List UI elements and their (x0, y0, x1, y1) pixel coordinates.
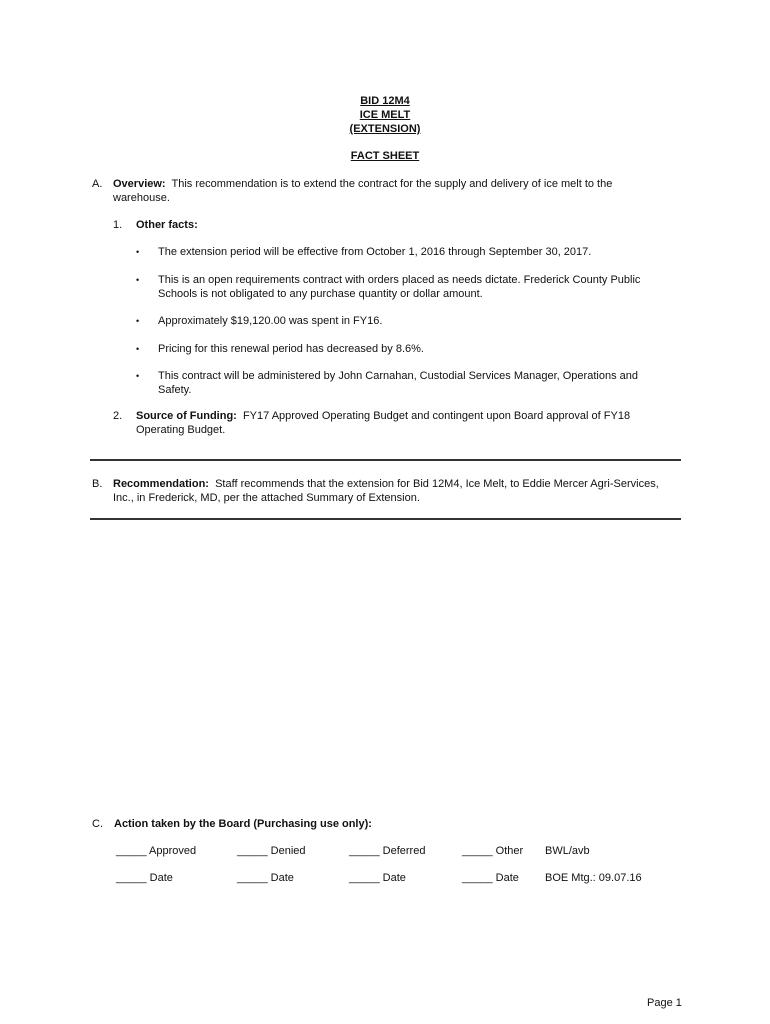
overview-paragraph (113, 177, 673, 191)
deferred-date-field[interactable]: _____ Date (349, 872, 406, 884)
other-field[interactable]: _____ Other (462, 845, 524, 857)
other-facts-label: Other facts: (136, 219, 198, 231)
funding-text-2: Operating Budget. (136, 424, 226, 436)
funding-paragraph (136, 409, 676, 423)
recommendation-paragraph (113, 477, 683, 491)
fact-2-line-2: Schools is not obligated to any purchase quantity or dollar amount. (158, 288, 483, 300)
deferred-field[interactable]: _____ Deferred (349, 845, 426, 857)
bullet-icon: • (136, 275, 140, 285)
document-type: (EXTENSION) (349, 123, 421, 135)
overview-text-2: warehouse. (113, 192, 170, 204)
recommendation-text-1: Staff recommends that the extension for Bid 12M4, Ice Melt, to Eddie Mercer Agri-Services, (215, 478, 659, 490)
section-a-letter: A. (92, 178, 103, 190)
initials-text: BWL/avb (545, 845, 590, 857)
fact-4: Pricing for this renewal period has decreased by 8.6%. (158, 343, 424, 355)
recommendation-text-2: Inc., in Frederick, MD, per the attached Summary of Extension. (113, 492, 420, 504)
fact-1: The extension period will be effective from October 1, 2016 through September 30, 2017. (158, 246, 592, 258)
funding-number: 2. (113, 410, 123, 422)
section-c-letter: C. (92, 818, 103, 830)
bid-number: BID 12M4 (360, 95, 410, 107)
action-heading: Action taken by the Board (Purchasing use only): (114, 818, 372, 830)
funding-label: Source of Funding: (136, 410, 237, 422)
fact-2-line-1: This is an open requirements contract with orders placed as needs dictate. Frederick County Public (158, 274, 641, 286)
recommendation-label: Recommendation: (113, 478, 209, 490)
funding-text-1: FY17 Approved Operating Budget and contingent upon Board approval of FY18 (242, 410, 631, 422)
overview-text-1: This recommendation is to extend the contract for the supply and delivery of ice melt to the (171, 178, 613, 190)
item-name: ICE MELT (359, 109, 411, 121)
overview-label: Overview: (113, 178, 166, 190)
approved-date-field[interactable]: _____ Date (116, 872, 173, 884)
denied-field[interactable]: _____ Denied (237, 845, 306, 857)
bullet-icon: • (136, 247, 140, 257)
divider-top (90, 459, 681, 461)
fact-5-line-1: This contract will be administered by John Carnahan, Custodial Services Manager, Operations and (158, 370, 638, 382)
other-facts-number: 1. (113, 219, 123, 231)
divider-bottom (90, 518, 681, 520)
boe-meeting-date: BOE Mtg.: 09.07.16 (545, 872, 642, 884)
fact-3: Approximately $19,120.00 was spent in FY16. (158, 315, 383, 327)
approved-field[interactable]: _____ Approved (116, 845, 197, 857)
fact-5-line-2: Safety. (158, 384, 192, 396)
bullet-icon: • (136, 371, 140, 381)
denied-date-field[interactable]: _____ Date (237, 872, 294, 884)
page-title: FACT SHEET (350, 150, 420, 162)
section-b-letter: B. (92, 478, 103, 490)
other-date-field[interactable]: _____ Date (462, 872, 519, 884)
bullet-icon: • (136, 316, 140, 326)
page-number: Page 1 (647, 997, 682, 1009)
bullet-icon: • (136, 344, 140, 354)
